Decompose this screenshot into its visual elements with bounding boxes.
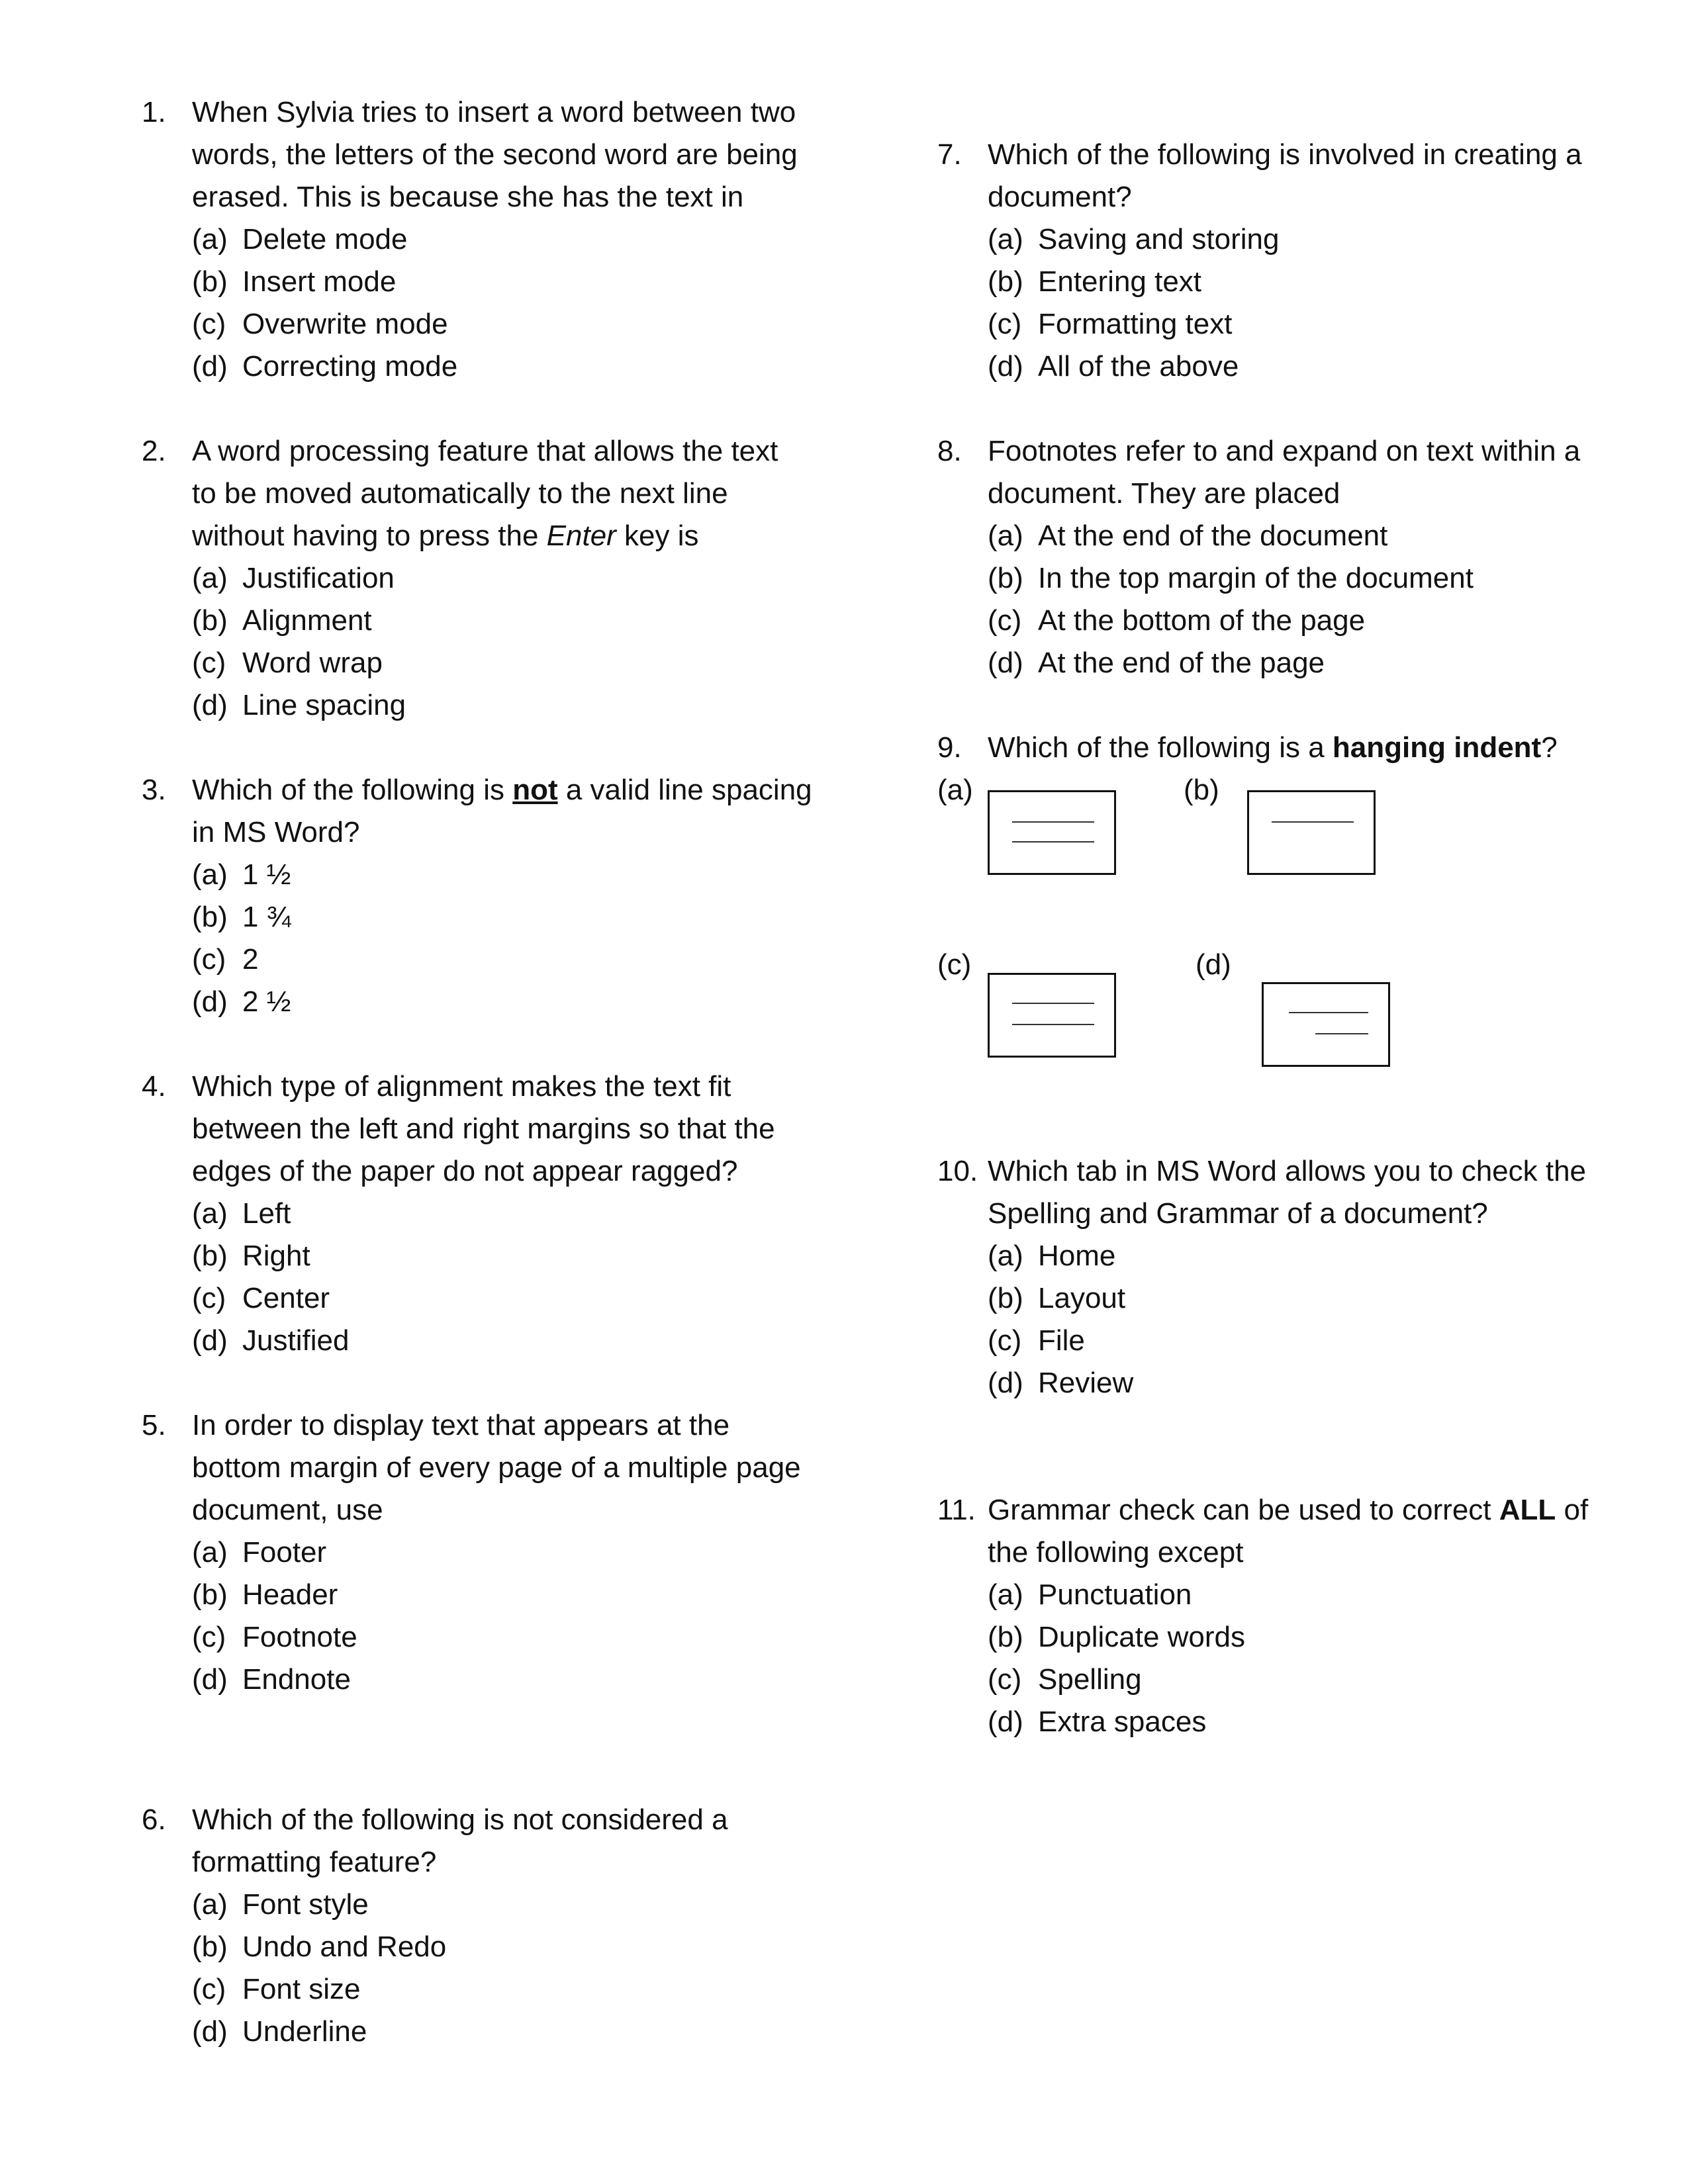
question-number: 10. — [937, 1155, 978, 1187]
indent-figure — [988, 973, 1116, 1058]
figure-label: (d) — [1196, 948, 1231, 981]
question-number: 6. — [142, 1803, 166, 1836]
question-number: 2. — [142, 435, 166, 467]
question-text: the following except — [988, 1536, 1244, 1569]
question-text: Footnotes refer to and expand on text within a — [988, 435, 1581, 467]
indent-figure — [1262, 982, 1390, 1067]
figure-label: (a) — [937, 774, 973, 806]
question-text: A word processing feature that allows the text — [192, 435, 778, 467]
question-text: erased. This is because she has the text in — [192, 181, 744, 213]
question-text: words, the letters of the second word are being — [192, 138, 798, 171]
question-number: 11. — [937, 1494, 976, 1526]
question-text: document, use — [192, 1494, 383, 1526]
figure-label: (b) — [1184, 774, 1219, 806]
question-text: document? — [988, 181, 1132, 213]
indent-figure — [988, 790, 1116, 875]
question-text: Which type of alignment makes the text fit — [192, 1070, 731, 1103]
question-text: Which tab in MS Word allows you to check the — [988, 1155, 1587, 1187]
emphasis-bold: ALL — [1499, 1494, 1556, 1526]
question-text: between the left and right margins so that the — [192, 1113, 775, 1145]
question-text: without having to press the Enter key is — [192, 520, 699, 552]
question-number: 5. — [142, 1409, 166, 1441]
question-text: to be moved automatically to the next line — [192, 477, 728, 510]
question-text: Grammar check can be used to correct ALL of — [988, 1494, 1589, 1526]
question-text: Spelling and Grammar of a document? — [988, 1197, 1488, 1230]
question-text: Which of the following is not a valid line spacing — [192, 774, 812, 806]
question-text: Which of the following is not considered a — [192, 1803, 728, 1836]
emphasis-italic: Enter — [546, 520, 616, 552]
emphasis-bold: hanging indent — [1332, 731, 1542, 764]
question-number: 1. — [142, 96, 166, 128]
question-number: 3. — [142, 774, 166, 806]
question-text: edges of the paper do not appear ragged? — [192, 1155, 738, 1187]
question-number: 9. — [937, 731, 962, 764]
question-text: In order to display text that appears at the — [192, 1409, 730, 1441]
question-text: in MS Word? — [192, 816, 360, 848]
question-number: 8. — [937, 435, 962, 467]
question-text: When Sylvia tries to insert a word between two — [192, 96, 796, 128]
question-number: 7. — [937, 138, 962, 171]
emphasis-bold-underline: not — [512, 774, 558, 806]
question-text: bottom margin of every page of a multiple page — [192, 1451, 801, 1484]
question-text: document. They are placed — [988, 477, 1340, 510]
question-text: Which of the following is a hanging indent? — [988, 731, 1558, 764]
indent-figure — [1247, 790, 1376, 875]
question-text: Which of the following is involved in creating a — [988, 138, 1582, 171]
question-text: formatting feature? — [192, 1846, 437, 1878]
figure-label: (c) — [937, 948, 972, 981]
question-number: 4. — [142, 1070, 166, 1103]
